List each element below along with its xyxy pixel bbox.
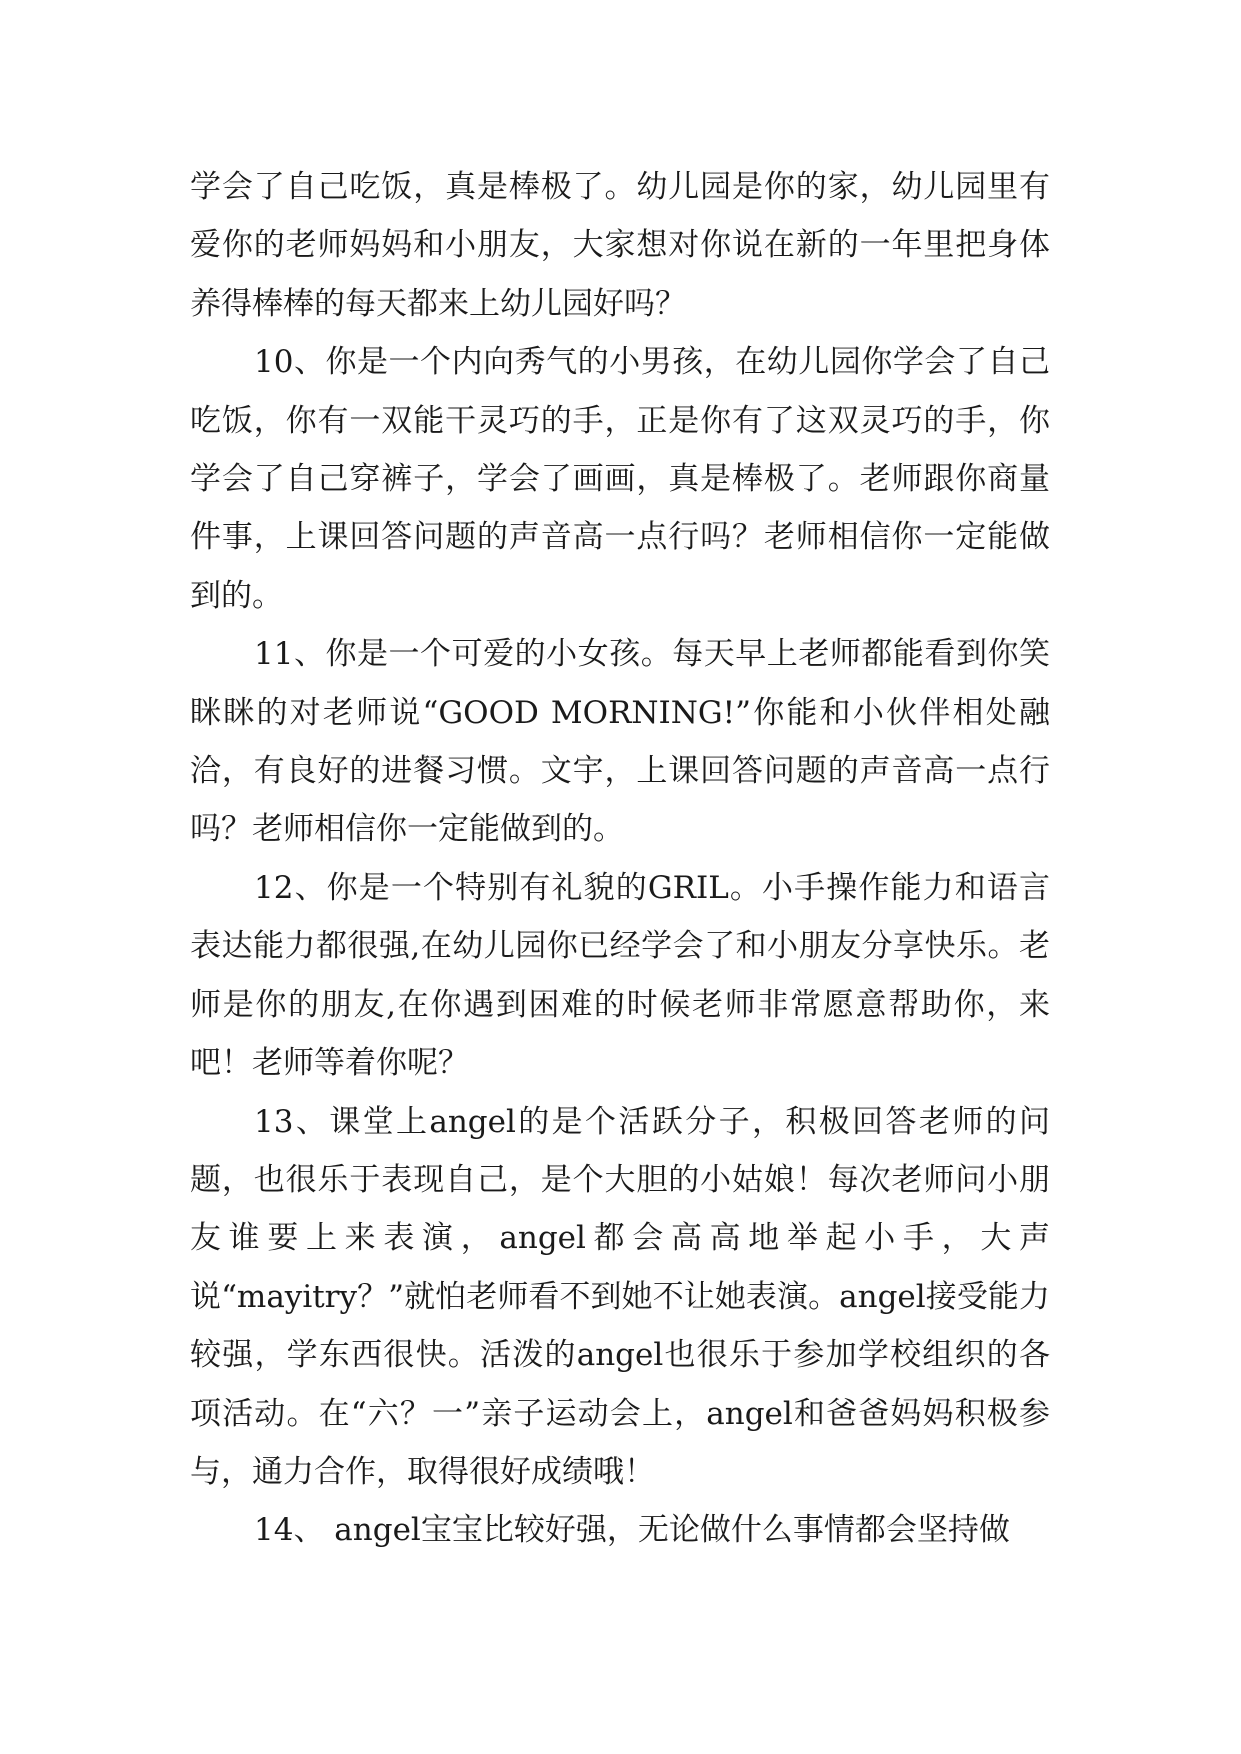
paragraph-item-14: 14、 angel宝宝比较好强，无论做什么事情都会坚持做 [254, 1512, 1010, 1549]
paragraph-item-10: 10、你是一个内向秀气的小男孩，在幼儿园你学会了自己吃饭，你有一双能干灵巧的手，正是你有了这双灵巧的手，你学会了自己穿裤子，学会了画画，真是棒极了。老师跟你商量件事，上课回答问题的声音高一点行吗？老师相信你一定能做到的。 [190, 344, 1050, 614]
paragraph-continuation: 学会了自己吃饭，真是棒极了。幼儿园是你的家，幼儿园里有爱你的老师妈妈和小朋友，大家想对你说在新的一年里把身体养得棒棒的每天都来上幼儿园好吗？ [190, 169, 1050, 322]
paragraph-item-12: 12、你是一个特别有礼貌的GRIL。小手操作能力和语言表达能力都很强,在幼儿园你已经学会了和小朋友分享快乐。老师是你的朋友,在你遇到困难的时候老师非常愿意帮助你，来吧！老师等着你呢？ [190, 869, 1050, 1082]
paragraph-item-11: 11、你是一个可爱的小女孩。每天早上老师都能看到你笑眯眯的对老师说“GOOD MORNING!”你能和小伙伴相处融洽，有良好的进餐习惯。文宇，上课回答问题的声音高一点行吗？老师相信你一定能做到的。 [190, 636, 1050, 848]
document-body [190, 158, 1050, 1560]
paragraph-item-13: 13、课堂上angel的是个活跃分子，积极回答老师的问题，也很乐于表现自己，是个大胆的小姑娘！每次老师问小朋友谁要上来表演，angel都会高高地举起小手，大声说“mayitry？”就怕老师看不到她不让她表演。angel接受能力较强，学东西很快。活泼的angel也很乐于参加学校组织的各项活动。在“六？一”亲子运动会上，angel和爸爸妈妈积极参与，通力合作，取得很好成绩哦！ [190, 1103, 1050, 1490]
